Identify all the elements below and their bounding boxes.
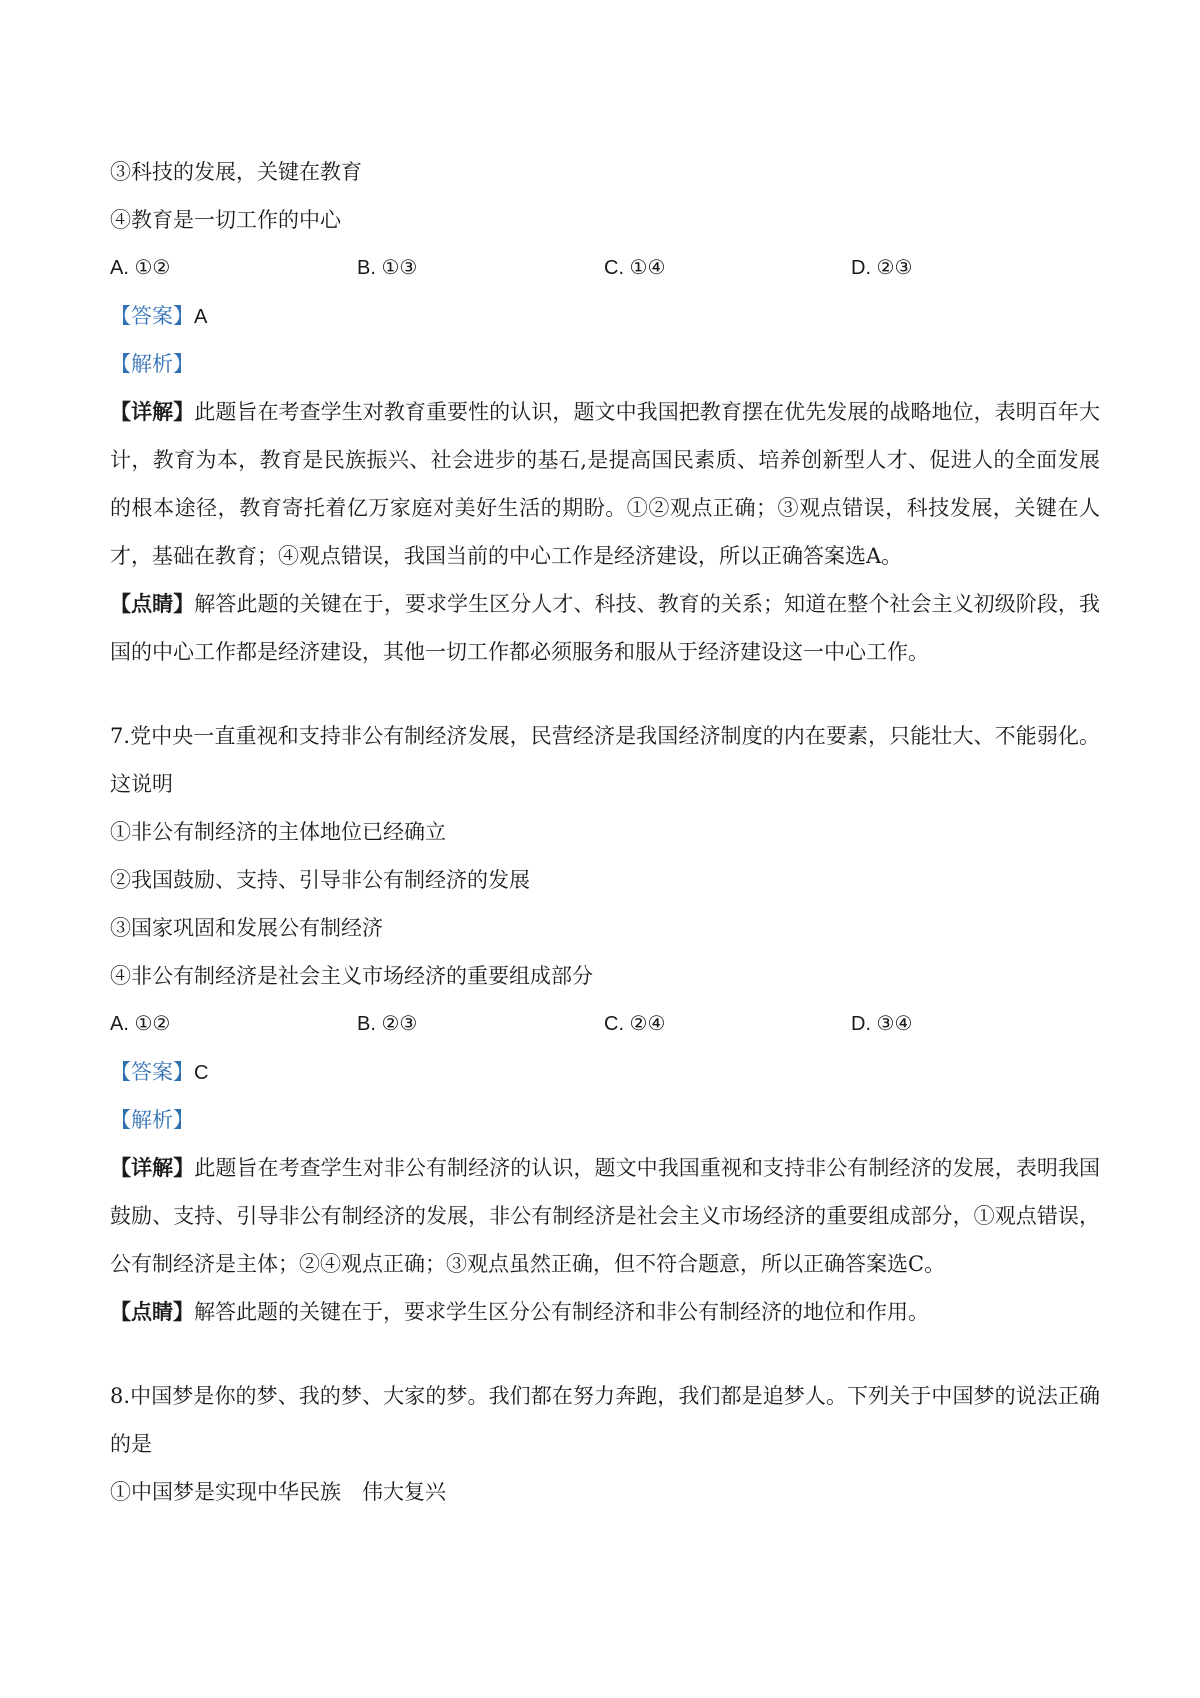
q7-options (110, 1000, 1100, 1048)
q6-tip-text: 解答此题的关键在于，要求学生区分人才、科技、教育的关系；知道在整个社会主义初级阶段，我国的中心工作都是经济建设，其他一切工作都必须服务和服从于经济建设这一中心工作。 (110, 592, 1101, 664)
spacer (110, 676, 1100, 712)
q7-item-4: ④非公有制经济是社会主义市场经济的重要组成部分 (110, 964, 593, 988)
q7-option-a: A. ①② (110, 1013, 171, 1035)
spacer (110, 1336, 1100, 1372)
q7-tip (110, 1288, 1100, 1336)
q6-answer-tag: 【答案】 (110, 304, 194, 328)
q6-item-3: ③科技的发展，关键在教育 (110, 160, 362, 184)
q6-option-c: C. ①④ (604, 257, 666, 279)
q6-detail (110, 388, 1100, 580)
q7-detail-tag: 【详解】 (110, 1155, 195, 1180)
q6-answer (110, 292, 1100, 340)
q6-tip (110, 580, 1100, 676)
q7-detail-text: 此题旨在考查学生对非公有制经济的认识，题文中我国重视和支持非公有制经济的发展，表明我国鼓励、支持、引导非公有制经济的发展，非公有制经济是社会主义市场经济的重要组成部分，①观点错误，公有制经济是主体；②④观点正确；③观点虽然正确，但不符合题意，所以正确答案选C。 (110, 1156, 1101, 1276)
q7-answer-value: C (194, 1062, 209, 1084)
q7-analysis (110, 1096, 1100, 1144)
q7-item-1: ①非公有制经济的主体地位已经确立 (110, 820, 446, 844)
q6-option-d: D. ②③ (851, 257, 913, 279)
q7-analysis-tag: 【解析】 (110, 1108, 194, 1132)
q6-answer-value: A (194, 306, 208, 328)
q6-analysis-tag: 【解析】 (110, 352, 194, 376)
q6-options (110, 244, 1100, 292)
q7-option-d: D. ③④ (851, 1013, 913, 1035)
q7-item-2: ②我国鼓励、支持、引导非公有制经济的发展 (110, 868, 530, 892)
q6-detail-tag: 【详解】 (110, 399, 195, 424)
q7-tip-text: 解答此题的关键在于，要求学生区分公有制经济和非公有制经济的地位和作用。 (194, 1300, 929, 1324)
q6-detail-text: 此题旨在考查学生对教育重要性的认识，题文中我国把教育摆在优先发展的战略地位，表明百年大计，教育为本，教育是民族振兴、社会进步的基石,是提高国民素质、培养创新型人才、促进人的全面发展的根本途径，教育寄托着亿万家庭对美好生活的期盼。①②观点正确；③观点错误，科技发展，关键在人才，基础在教育；④观点错误，我国当前的中心工作是经济建设，所以正确答案选A。 (110, 400, 1101, 568)
q7-detail (110, 1144, 1100, 1288)
q7-tip-tag: 【点睛】 (110, 1299, 194, 1324)
q8-item-1: ①中国梦是实现中华民族 伟大复兴 (110, 1480, 446, 1504)
q7-option-b: B. ②③ (357, 1013, 418, 1035)
q6-option-a: A. ①② (110, 257, 171, 279)
q6-item-4: ④教育是一切工作的中心 (110, 208, 341, 232)
q6-option-b: B. ①③ (357, 257, 418, 279)
q6-analysis (110, 340, 1100, 388)
document-page (110, 148, 1100, 1516)
q7-answer (110, 1048, 1100, 1096)
q8-stem: 8.中国梦是你的梦、我的梦、大家的梦。我们都在努力奔跑，我们都是追梦人。下列关于中国梦的说法正确的是 (110, 1384, 1100, 1456)
q6-tip-tag: 【点睛】 (110, 591, 195, 616)
q7-item-3: ③国家巩固和发展公有制经济 (110, 916, 383, 940)
q7-answer-tag: 【答案】 (110, 1060, 194, 1084)
q7-stem: 7.党中央一直重视和支持非公有制经济发展，民营经济是我国经济制度的内在要素，只能壮大、不能弱化。这说明 (110, 724, 1100, 796)
q7-option-c: C. ②④ (604, 1013, 666, 1035)
